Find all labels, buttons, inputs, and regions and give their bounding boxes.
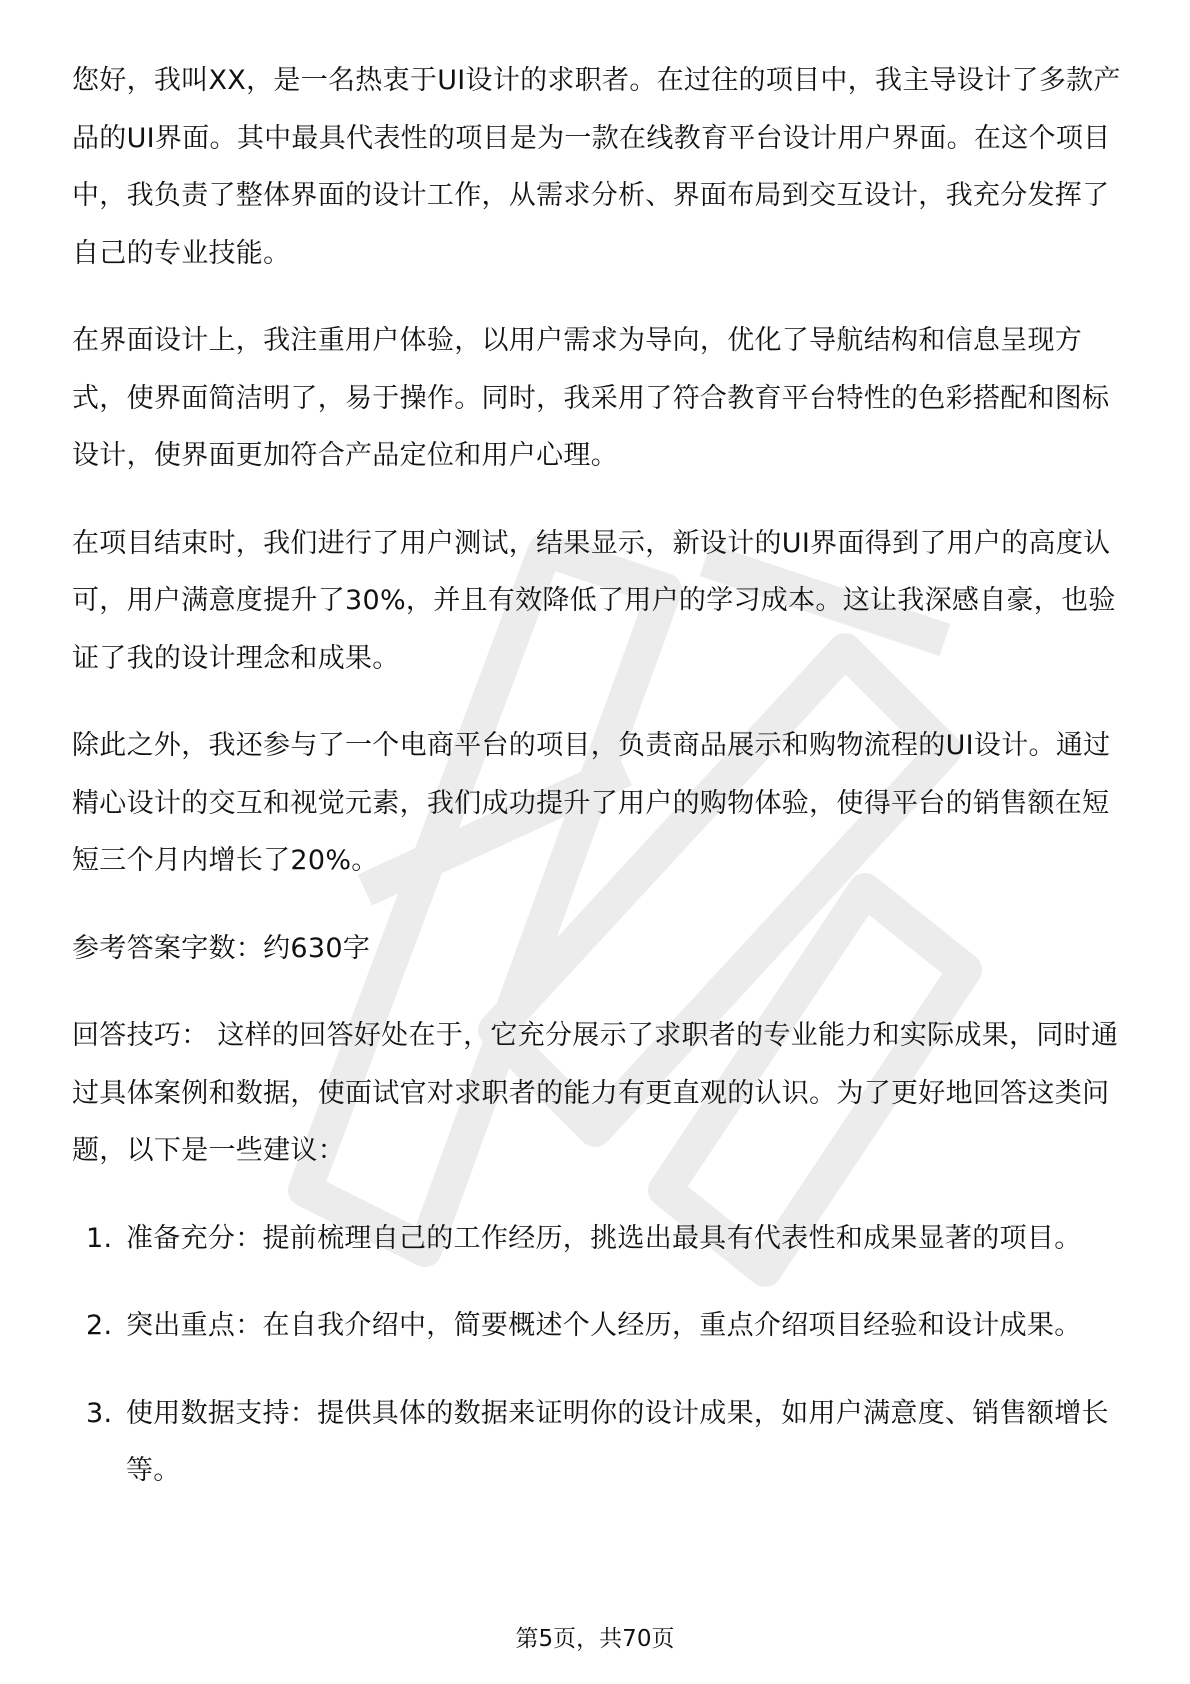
ecommerce-paragraph: 除此之外，我还参与了一个电商平台的项目，负责商品展示和购物流程的UI设计。通过精心设计的交互和视觉元素，我们成功提升了用户的购物体验，使得平台的销售额在短短三个月内增长了20%。 [72, 730, 1111, 876]
main-content [72, 52, 1122, 1530]
list-item [72, 1385, 1122, 1500]
list-number: 1. [86, 1222, 113, 1254]
tips-paragraph: 回答技巧： 这样的回答好处在于，它充分展示了求职者的专业能力和实际成果，同时通过具体案例和数据，使面试官对求职者的能力有更直观的认识。为了更好地回答这类问题，以下是一些建议： [72, 1020, 1119, 1166]
list-text: 突出重点：在自我介绍中，简要概述个人经历，重点介绍项目经验和设计成果。 [126, 1310, 1082, 1341]
list-number: 3. [86, 1397, 113, 1429]
list-text: 使用数据支持：提供具体的数据来证明你的设计成果，如用户满意度、销售额增长等。 [126, 1397, 1109, 1486]
page-number: 第5页，共70页 [515, 1626, 675, 1652]
result-paragraph: 在项目结束时，我们进行了用户测试，结果显示，新设计的UI界面得到了用户的高度认可，用户满意度提升了30%，并且有效降低了用户的学习成本。这让我深感自豪，也验证了我的设计理念和成果。 [72, 527, 1116, 674]
list-number: 2. [86, 1310, 113, 1341]
word-count: 参考答案字数：约630字 [72, 932, 371, 964]
intro-paragraph: 您好，我叫XX，是一名热衷于UI设计的求职者。在过往的项目中，我主导设计了多款产品的UI界面。其中最具代表性的项目是为一款在线教育平台设计用户界面。在这个项目中，我负责了整体界面的设计工作，从需求分析、界面布局到交互设计，我充分发挥了自己的专业技能。 [72, 65, 1121, 269]
list-text: 准备充分：提前梳理自己的工作经历，挑选出最具有代表性和成果显著的项目。 [126, 1222, 1082, 1254]
list-item [72, 1210, 1122, 1268]
list-item [72, 1297, 1122, 1355]
design-paragraph: 在界面设计上，我注重用户体验，以用户需求为导向，优化了导航结构和信息呈现方式，使界面简洁明了，易于操作。同时，我采用了符合教育平台特性的色彩搭配和图标设计，使界面更加符合产品定位和用户心理。 [72, 325, 1110, 471]
suggestion-list [72, 1210, 1122, 1500]
